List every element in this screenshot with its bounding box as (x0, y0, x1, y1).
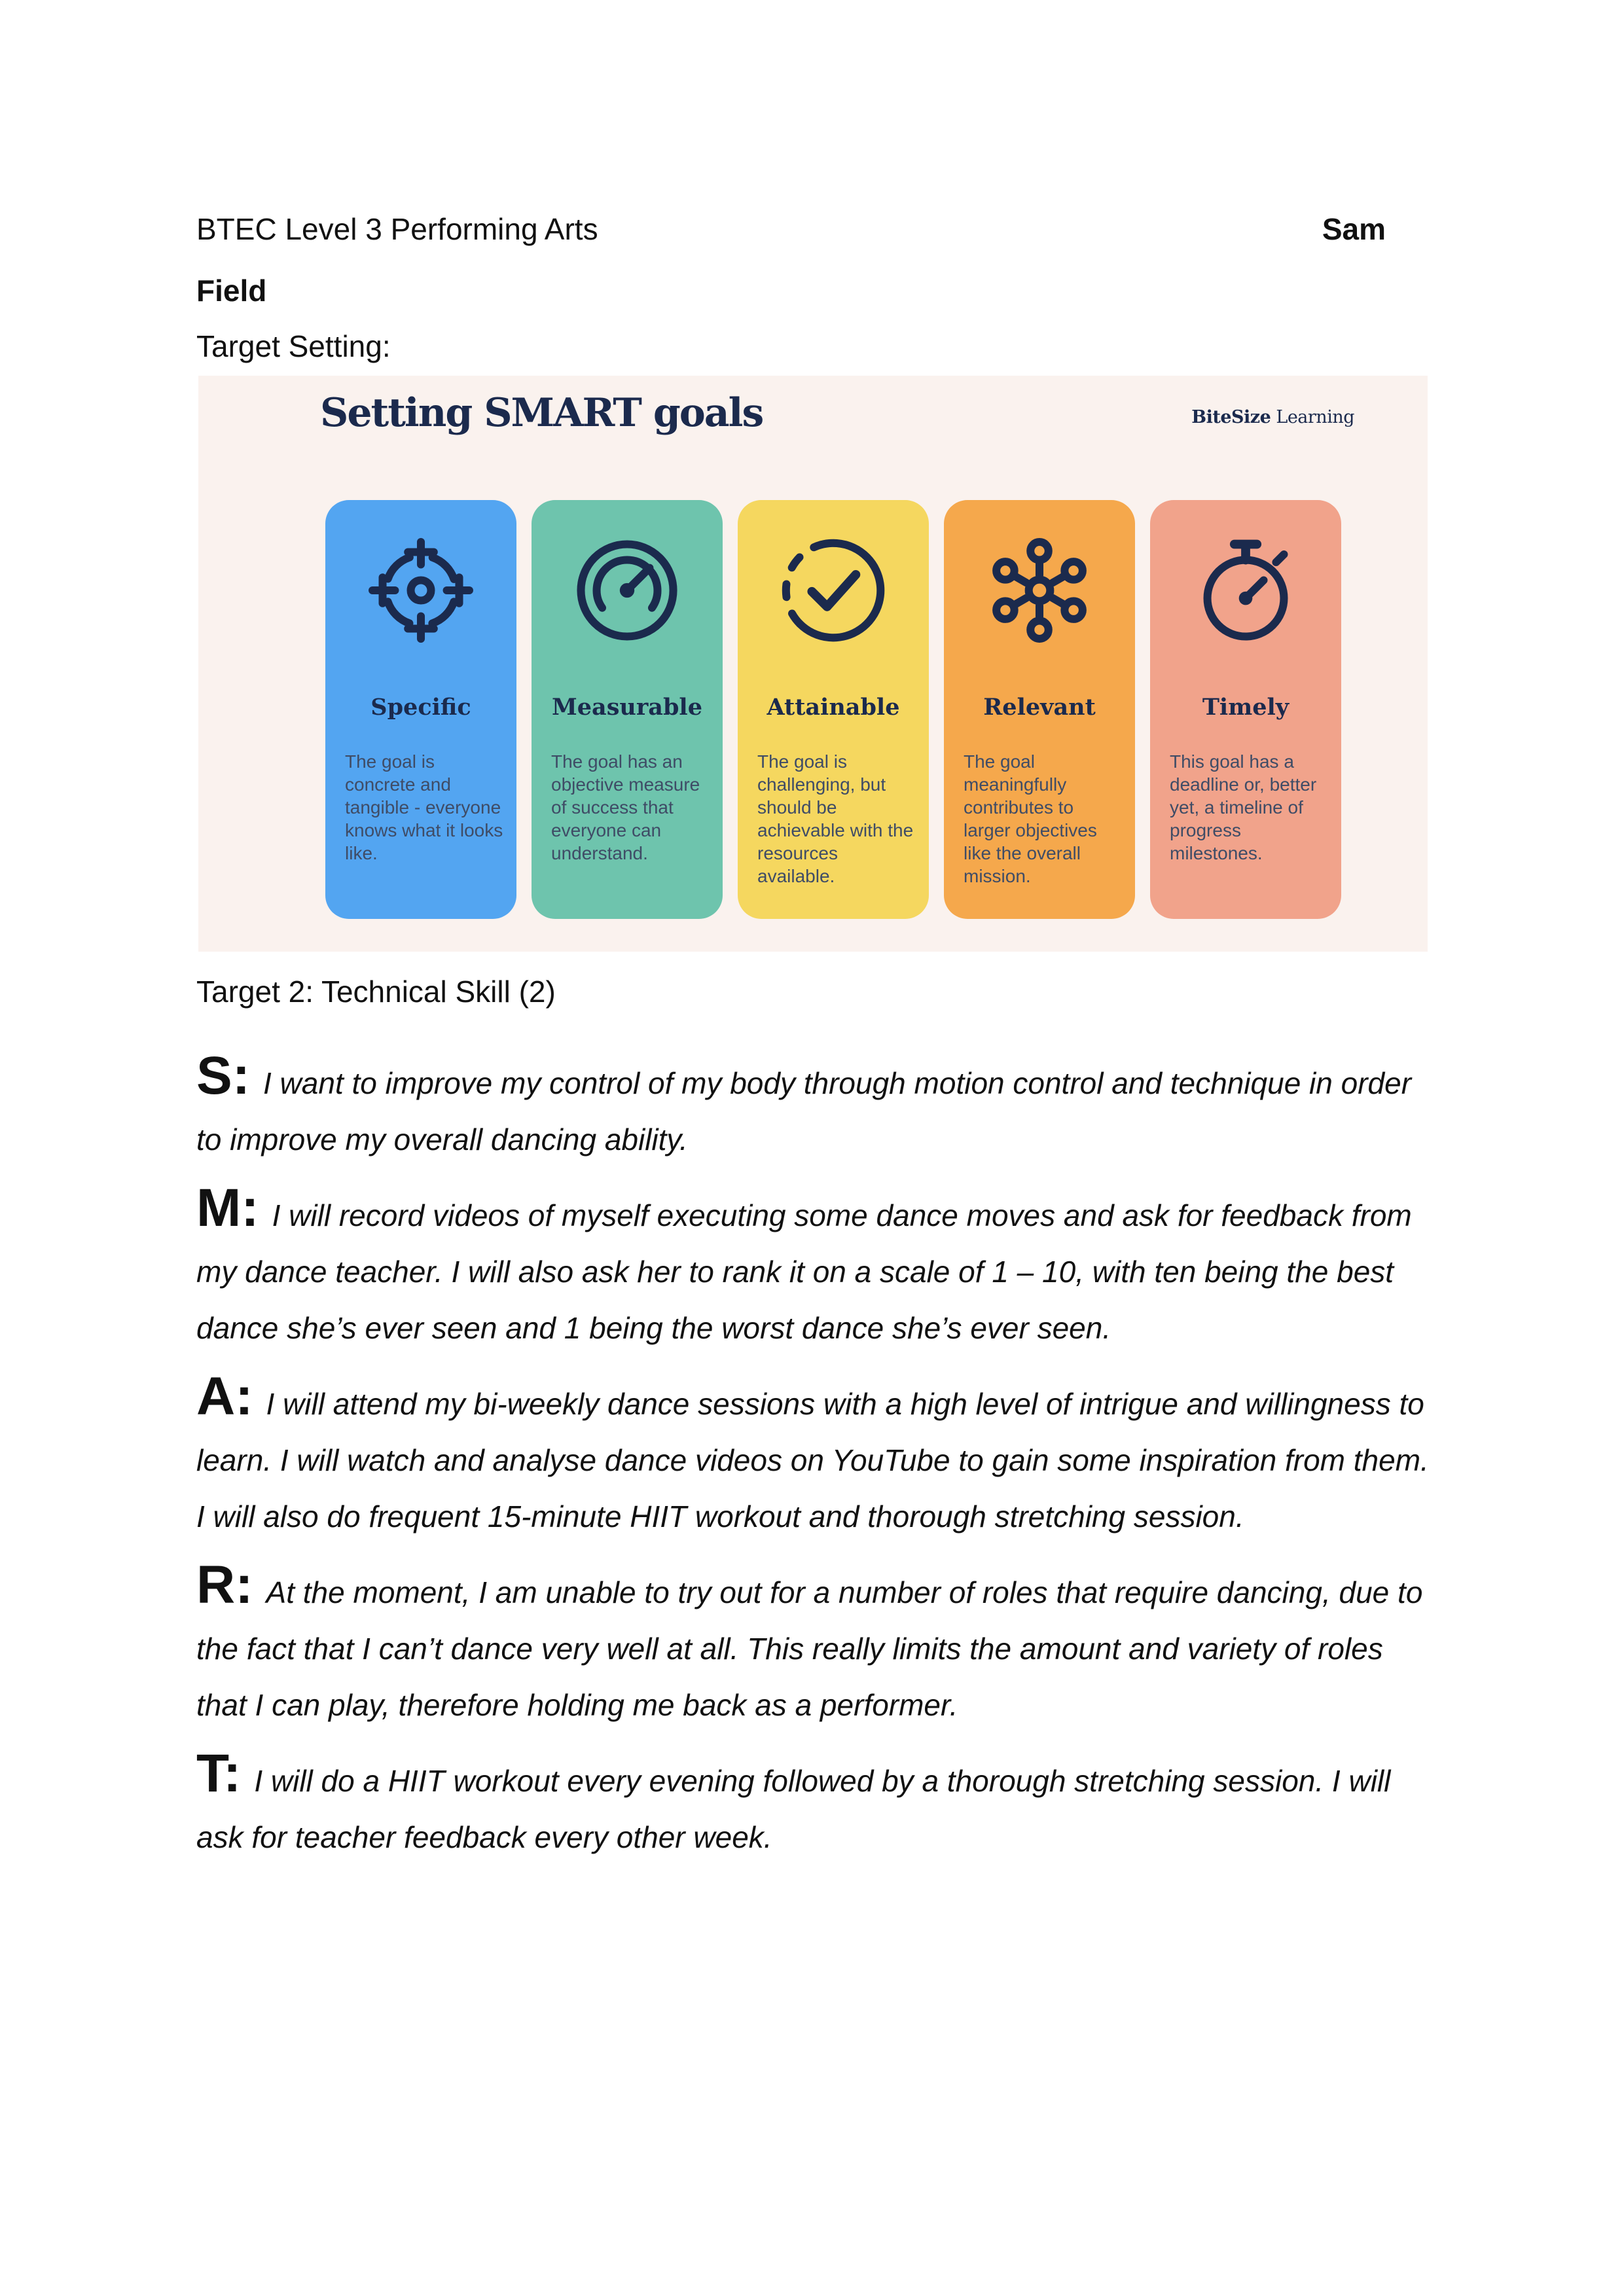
logo-regular-part: Learning (1276, 407, 1354, 427)
card-measurable (532, 500, 723, 919)
smart-letter-m: M: (196, 1178, 259, 1238)
card-title: Timely (1202, 694, 1290, 721)
smart-paragraph-t (196, 1744, 1437, 1865)
smart-paragraph-s (196, 1046, 1437, 1168)
target-2-heading: Target 2: Technical Skill (2) (196, 975, 556, 1009)
infographic-title: Setting SMART goals (320, 390, 763, 436)
smart-goal-section (196, 1046, 1437, 1885)
smart-letter-s: S: (196, 1046, 250, 1105)
smart-paragraph-m (196, 1178, 1437, 1356)
card-title: Measurable (552, 694, 702, 721)
card-timely (1150, 500, 1341, 919)
gauge-icon (532, 534, 723, 647)
card-title: Attainable (767, 694, 900, 721)
smart-letter-a: A: (196, 1367, 253, 1426)
smart-letter-r: R: (196, 1555, 253, 1615)
smart-text-s: I want to improve my control of my body through motion control and technique in order to improve my overall dancing ability. (196, 1066, 1412, 1157)
stopwatch-icon (1150, 534, 1341, 647)
smart-paragraph-r (196, 1555, 1437, 1733)
smart-goals-infographic (198, 376, 1428, 952)
card-body: The goal has an objective measure of success that everyone can understand. (551, 751, 700, 863)
card-body: The goal is concrete and tangible - everyone knows what it looks like. (345, 751, 503, 863)
card-attainable (738, 500, 929, 919)
card-body: The goal is challenging, but should be achievable with the resources available. (757, 751, 914, 886)
student-first-name: Sam (1322, 212, 1386, 246)
target-setting-label: Target Setting: (196, 329, 391, 363)
card-title: Specific (370, 694, 471, 721)
card-title: Relevant (983, 694, 1096, 721)
course-title: BTEC Level 3 Performing Arts (196, 212, 598, 246)
card-body: The goal meaningfully contributes to larger objectives like the overall mission. (964, 751, 1097, 886)
card-specific (325, 500, 516, 919)
card-body: This goal has a deadline or, better yet, a timeline of progress milestones. (1170, 751, 1317, 863)
smart-text-t: I will do a HIIT workout every evening followed by a thorough stretching session. I will ask for teacher feedback every other week. (196, 1764, 1391, 1854)
student-last-name: Field (196, 274, 267, 308)
check-circle-icon (738, 534, 929, 647)
smart-letter-t: T: (196, 1744, 242, 1803)
logo-bold-part: BiteSize (1191, 407, 1271, 427)
target-icon (325, 534, 516, 647)
smart-text-a: I will attend my bi-weekly dance sessions with a high level of intrigue and willingness to learn. I will watch and analyse dance videos on YouTube to gain some inspiration from them. I will also do frequent 15-minute HIIT workout and thorough stretching session. (196, 1387, 1429, 1534)
smart-text-m: I will record videos of myself executing some dance moves and ask for feedback from my dance teacher. I will also ask her to rank it on a scale of 1 – 10, with ten being the best dance she’s ever seen and 1 being the worst dance she’s ever seen. (196, 1198, 1412, 1345)
document-header (196, 198, 1386, 321)
smart-cards-row (325, 500, 1341, 919)
header-line-1 (196, 198, 1386, 260)
smart-text-r: At the moment, I am unable to try out for a number of roles that require dancing, due to the fact that I can’t dance very well at all. This really limits the amount and variety of roles that I can play, therefore holding me back as a performer. (196, 1575, 1423, 1722)
card-relevant (944, 500, 1135, 919)
smart-paragraph-a (196, 1367, 1437, 1545)
network-hub-icon (944, 534, 1135, 647)
bitesize-learning-logo (1191, 407, 1354, 427)
